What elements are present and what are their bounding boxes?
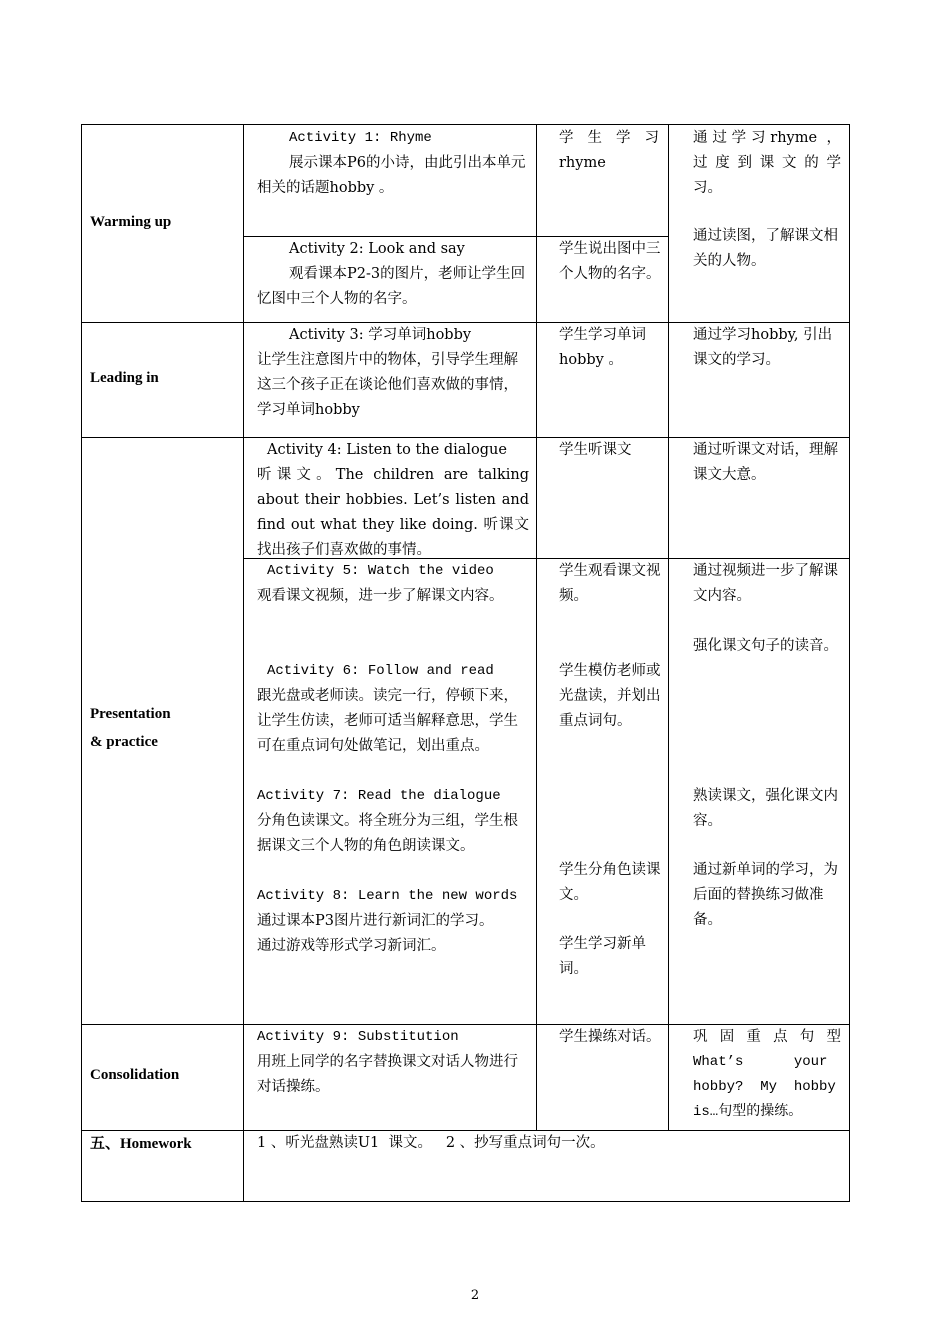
activity-3-text: 让学生注意图片中的物体，引导学生理解这三个孩子正在谈论他们喜欢做的事情，学习单词hobby <box>257 352 518 418</box>
activity-2-title: Activity 2: Look and say <box>289 241 465 257</box>
activity-4 <box>257 438 529 563</box>
activity-1 <box>257 126 529 201</box>
activity-2 <box>257 237 529 312</box>
activity-1-student <box>559 126 659 176</box>
activity-9-purpose-line1: 巩 固 重 点 句 型 <box>693 1029 841 1045</box>
row-label-presentation <box>90 700 171 756</box>
homework-text: 1 、听光盘熟读U1 课文。 2 、抄写重点词句一次。 <box>257 1135 605 1151</box>
row-label-consolidation: Consolidation <box>90 1067 180 1083</box>
activity-9-purpose <box>693 1025 841 1125</box>
activity-4-purpose: 通过听课文对话，理解课文大意。 <box>693 442 838 483</box>
activity-9-purpose-line4: is…句型的操练。 <box>693 1104 803 1120</box>
activity-1-student-line1: 学 生 学 习 <box>559 130 659 146</box>
activity-2-purpose: 通过读图，了解课文相关的人物。 <box>693 228 838 269</box>
activity-9-student: 学生操练对话。 <box>559 1029 661 1045</box>
activity-1-purpose-line2: 过度到课文的学 <box>693 155 841 171</box>
row-label-leading-in: Leading in <box>90 370 159 386</box>
activity-7-text: 分角色读课文。将全班分为三组，学生根据课文三个人物的角色朗读课文。 <box>257 813 518 854</box>
activity-6-student: 学生模仿老师或光盘读，并划出重点词句。 <box>559 663 661 729</box>
activity-7-title: Activity 7: Read the dialogue <box>257 788 501 804</box>
activity-9-title: Activity 9: Substitution <box>257 1029 459 1045</box>
activity-1-purpose <box>693 126 841 201</box>
activity-1-purpose-line1: 通过学习rhyme ， <box>693 130 841 146</box>
activity-9 <box>257 1025 529 1100</box>
activity-6-purpose: 强化课文句子的读音。 <box>693 638 838 654</box>
activity-4-text: 听课文。The children are talking about their hobbies. Let’s listen and find out what they like doing. 听课文找出孩子们喜欢做的事情。 <box>257 467 529 558</box>
activity-5-student: 学生观看课文视频。 <box>559 563 661 604</box>
activity-5-title: Activity 5: Watch the video <box>267 563 494 579</box>
activity-6-title: Activity 6: Follow and read <box>267 663 494 679</box>
row-label-warming-up: Warming up <box>90 214 172 230</box>
activity-5-text: 观看课文视频，进一步了解课文内容。 <box>257 588 504 604</box>
activity-7-student: 学生分角色读课文。 <box>559 862 661 903</box>
row-label-homework: 五、Homework <box>90 1136 192 1152</box>
row-label-presentation-line2: & practice <box>90 734 158 750</box>
activity-6 <box>257 659 529 759</box>
activity-6-text: 跟光盘或老师读。读完一行，停顿下来，让学生仿读，老师可适当解释意思，学生可在重点词句处做笔记，划出重点。 <box>257 688 518 754</box>
activity-8-title: Activity 8: Learn the new words <box>257 888 518 904</box>
activity-7-purpose: 熟读课文，强化课文内容。 <box>693 788 838 829</box>
activity-1-text: 展示课本P6的小诗，由此引出本单元相关的话题hobby 。 <box>257 155 526 196</box>
page-number: 2 <box>470 1288 480 1303</box>
activity-5 <box>257 559 529 609</box>
activity-2-student: 学生说出图中三个人物的名字。 <box>559 241 661 282</box>
activity-7 <box>257 784 529 859</box>
activity-1-title: Activity 1: Rhyme <box>289 130 432 146</box>
activity-8 <box>257 884 529 959</box>
activity-8-student: 学生学习新单词。 <box>559 936 646 977</box>
activity-9-text: 用班上同学的名字替换课文对话人物进行对话操练。 <box>257 1054 518 1095</box>
activity-8-text-line1: 通过课本P3图片进行新词汇的学习。 <box>257 913 494 929</box>
activity-8-text-line2: 通过游戏等形式学习新词汇。 <box>257 938 446 954</box>
activity-9-purpose-line3: hobby? My hobby <box>693 1079 836 1095</box>
activity-4-title: Activity 4: Listen to the dialogue <box>267 442 507 458</box>
row-label-presentation-line1: Presentation <box>90 706 171 722</box>
activity-3-purpose: 通过学习hobby, 引出课文的学习。 <box>693 327 833 368</box>
activity-3 <box>257 323 529 423</box>
activity-1-student-line2: rhyme <box>559 155 606 171</box>
activity-5-purpose: 通过视频进一步了解课文内容。 <box>693 563 838 604</box>
activity-1-purpose-line3: 习。 <box>693 180 722 196</box>
activity-3-title: Activity 3: 学习单词hobby <box>289 327 472 343</box>
activity-3-student: 学生学习单词hobby 。 <box>559 327 646 368</box>
activity-9-purpose-line2: What’s your <box>693 1054 828 1070</box>
activity-8-purpose: 通过新单词的学习，为后面的替换练习做准备。 <box>693 862 838 928</box>
activity-2-text: 观看课本P2-3的图片，老师让学生回忆图中三个人物的名字。 <box>257 266 526 307</box>
activity-4-student: 学生听课文 <box>559 442 632 458</box>
